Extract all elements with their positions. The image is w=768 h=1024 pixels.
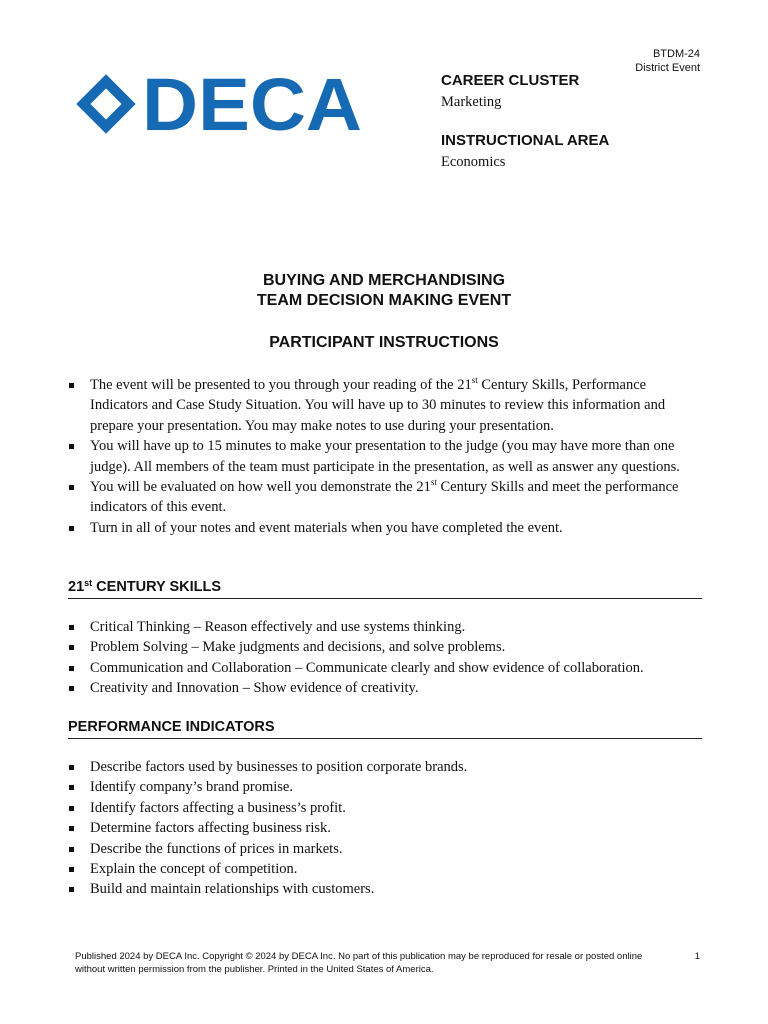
list-item: You will have up to 15 minutes to make your presentation to the judge (you may have more than one judge). All members of the team must participate in the presentation, as well as answer any questions.: [68, 436, 702, 477]
list-item: Turn in all of your notes and event materials when you have completed the event.: [68, 518, 702, 538]
instructional-area-heading: INSTRUCTIONAL AREA: [441, 132, 610, 149]
list-item: Identify company’s brand promise.: [68, 777, 702, 797]
list-item: Communication and Collaboration – Communicate clearly and show evidence of collaboration.: [68, 658, 702, 678]
deca-diamond-icon: [74, 72, 366, 136]
document-code: BTDM-24: [652, 48, 700, 60]
list-item: Determine factors affecting business risk.: [68, 818, 702, 838]
list-item: You will be evaluated on how well you demonstrate the 21st Century Skills and meet the performance indicators of this event.: [68, 477, 702, 518]
copyright-footer: Published 2024 by DECA Inc. Copyright © 2024 by DECA Inc. No part of this publication may be reproduced for resale or posted online without written permission from the publisher. Printed in the United States of America.: [75, 951, 643, 975]
list-item: Critical Thinking – Reason effectively and use systems thinking.: [68, 617, 702, 637]
list-item: Problem Solving – Make judgments and decisions, and solve problems.: [68, 637, 702, 657]
deca-logo-text: DECA: [142, 72, 362, 136]
century-skills-list: [68, 617, 702, 699]
document-code-block: [635, 47, 700, 75]
event-title: [0, 271, 768, 311]
list-item: Identify factors affecting a business’s profit.: [68, 798, 702, 818]
career-cluster-heading: CAREER CLUSTER: [441, 72, 580, 89]
instructions-list: [68, 375, 702, 538]
event-meta: [441, 72, 721, 171]
list-item: Creativity and Innovation – Show evidence of creativity.: [68, 678, 702, 698]
performance-indicators-heading: PERFORMANCE INDICATORS: [68, 718, 702, 739]
list-item: Describe factors used by businesses to position corporate brands.: [68, 757, 702, 777]
list-item: The event will be presented to you through your reading of the 21st Century Skills, Performance Indicators and Case Study Situation. You will have up to 30 minutes to review this information and prepare your presentation. You may make notes to use during your presentation.: [68, 375, 702, 436]
event-title-line1: BUYING AND MERCHANDISING: [262, 272, 506, 289]
list-item: Build and maintain relationships with customers.: [68, 879, 702, 899]
list-item: Describe the functions of prices in markets.: [68, 839, 702, 859]
list-item: Explain the concept of competition.: [68, 859, 702, 879]
century-skills-heading: 21st CENTURY SKILLS: [68, 578, 702, 599]
event-level: District Event: [635, 62, 700, 74]
participant-instructions-heading: PARTICIPANT INSTRUCTIONS: [269, 334, 499, 351]
career-cluster-value: Marketing: [441, 94, 502, 110]
page-number: 1: [694, 951, 700, 962]
performance-indicators-list: [68, 757, 702, 900]
deca-logo: [74, 72, 366, 136]
instructional-area-value: Economics: [441, 154, 506, 170]
event-title-line2: TEAM DECISION MAKING EVENT: [256, 292, 512, 309]
